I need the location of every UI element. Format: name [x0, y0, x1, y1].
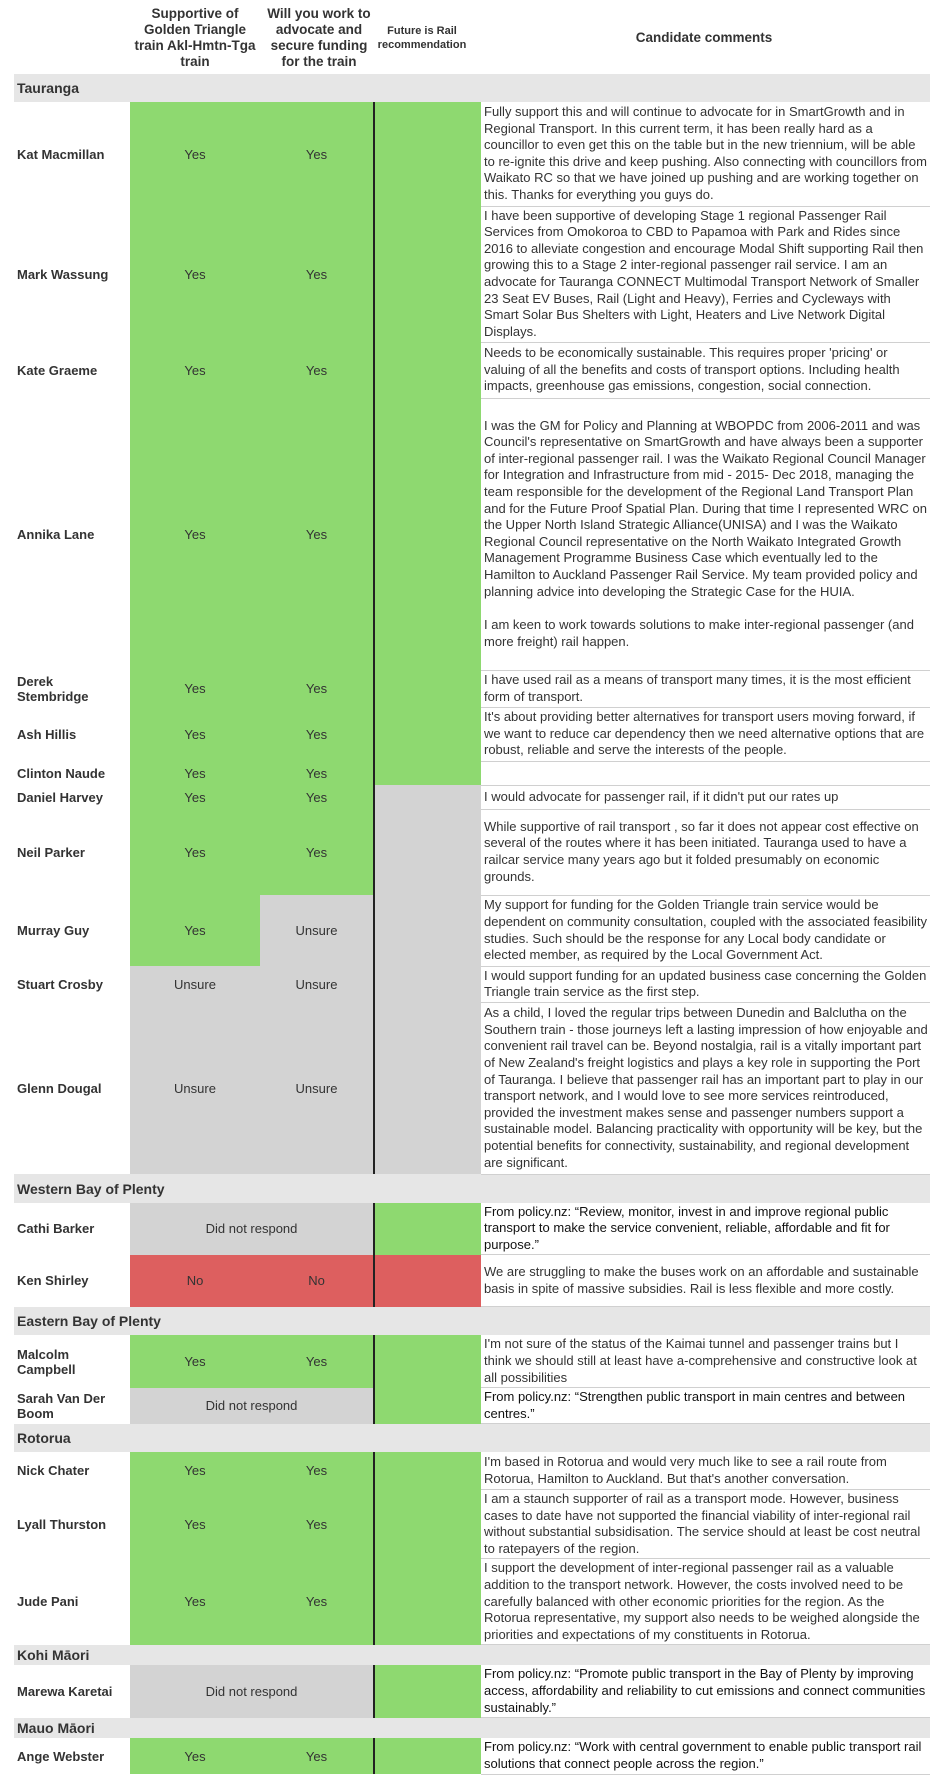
advocate-cell: Yes [260, 398, 374, 670]
header-comments: Candidate comments [635, 30, 773, 45]
future-rail-cell [374, 1489, 481, 1558]
supportive-cell: Yes [130, 398, 260, 670]
no-response-cell: Did not respond [130, 1388, 374, 1424]
section-title: Eastern Bay of Plenty [14, 1307, 930, 1336]
advocate-cell: Yes [260, 761, 374, 785]
section-row [14, 1174, 930, 1203]
candidate-comment: I would advocate for passenger rail, if it didn't put our rates up [481, 785, 930, 809]
table-row [14, 398, 930, 670]
table-row [14, 1335, 930, 1387]
candidate-comment: From policy.nz: “Promote public transport in the Bay of Plenty by improving access, affordability and reliability to cut emissions and connect communities sustainably.” [481, 1665, 930, 1717]
candidate-name: Annika Lane [17, 526, 95, 542]
advocate-cell: Yes [260, 1489, 374, 1558]
supportive-cell: Yes [130, 761, 260, 785]
candidate-name: Malcolm Campbell [17, 1346, 76, 1377]
candidate-comment: I'm based in Rotorua and would very much like to see a rail route from Rotorua, Hamilton to Auckland. But that's another conversation. [481, 1452, 930, 1489]
candidate-comment: I would support funding for an updated business case concerning the Golden Triangle train service as the first step. [481, 966, 930, 1002]
supportive-cell: Yes [130, 785, 260, 809]
candidate-name: Ken Shirley [17, 1273, 89, 1289]
section-title: Rotorua [14, 1424, 930, 1453]
supportive-cell: Yes [130, 342, 260, 398]
supportive-cell: Yes [130, 1738, 260, 1774]
table-row [14, 1665, 930, 1717]
supportive-cell: No [130, 1255, 260, 1307]
advocate-cell: Yes [260, 206, 374, 342]
advocate-cell: Unsure [260, 1002, 374, 1174]
candidate-comment: While supportive of rail transport , so far it does not appear cost effective on several of the routes where it has been initiated. Tauranga used to have a railcar service many years ago but it folded presumably on economic grounds. [481, 809, 930, 895]
advocate-cell: Yes [260, 1452, 374, 1489]
table-row [14, 785, 930, 809]
future-rail-cell [374, 1559, 481, 1645]
section-row [14, 1424, 930, 1453]
table-row [14, 342, 930, 398]
candidate-name: Marewa Karetai [17, 1683, 113, 1699]
supportive-cell: Yes [130, 206, 260, 342]
supportive-cell: Yes [130, 1452, 260, 1489]
supportive-cell: Yes [130, 895, 260, 966]
advocate-cell: Yes [260, 785, 374, 809]
table-row [14, 1255, 930, 1307]
advocate-cell: Unsure [260, 895, 374, 966]
advocate-cell: Yes [260, 809, 374, 895]
future-rail-cell [374, 1452, 481, 1489]
no-response-cell: Did not respond [130, 1665, 374, 1717]
no-response-cell: Did not respond [130, 1203, 374, 1255]
section-row [14, 1645, 930, 1666]
table-row [14, 1002, 930, 1174]
candidate-comment [481, 398, 930, 670]
future-rail-cell [374, 1335, 481, 1387]
future-rail-cell [374, 1255, 481, 1307]
future-rail-cell [374, 670, 481, 707]
candidate-comment: Fully support this and will continue to advocate for in SmartGrowth and in Regional Transport. In this current term, it has been really hard as a councillor to even get this on the table but in the new triennium, will be able to re-ignite this drive and keep pushing. Also connecting with councillors from Waikato RC so that we have joined up pushing and are working together on this. Thanks for everything you guys do. [481, 102, 930, 206]
candidate-comment: I am a staunch supporter of rail as a transport mode. However, business cases to date have not supported the financial viability of inter-regional rail without substantial subsidisation. The service should at least be cost neutral to ratepayers of the region. [481, 1489, 930, 1558]
candidate-comment: I'm not sure of the status of the Kaimai tunnel and passenger trains but I think we should still at least have a-comprehensive and constructive look at all possibilities [481, 1335, 930, 1387]
candidate-comment: From policy.nz: “Work with central government to enable public transport rail solutions that connect people across the region.” [481, 1738, 930, 1774]
candidate-name: Stuart Crosby [17, 976, 103, 992]
candidate-name: Kat Macmillan [17, 146, 105, 162]
comment-paragraph: I was the GM for Policy and Planning at WBOPDC from 2006-2011 and was Council's representative on SmartGrowth and have always been a supporter of inter-regional passenger rail. I was the Waikato Regional Council Manager for Integration and Infrastructure from mid - 2015- Dec 2018, managing the team responsible for the development of the Regional Land Transport Plan and for the Future Proof Spatial Plan. During that time I represented WRC on the Upper North Island Strategic Alliance(UNISA) and I was the Waikato Regional Council representative on the North Waikato Integrated Growth Management Programme Business Case which eventually led to the Hamilton to Auckland Passenger Rail Service. My team provided policy and planning advice into developing the Strategic Case for the HUIA. [484, 417, 927, 599]
table-row [14, 707, 930, 761]
table-row [14, 206, 930, 342]
table-row [14, 895, 930, 966]
future-rail-cell [374, 102, 481, 206]
supportive-cell: Yes [130, 809, 260, 895]
candidate-name: Mark Wassung [17, 266, 109, 282]
section-row [14, 74, 930, 102]
section-title: Tauranga [14, 74, 930, 102]
future-rail-cell [374, 1002, 481, 1174]
section-title: Western Bay of Plenty [14, 1174, 930, 1203]
candidate-name: Clinton Naude [17, 765, 106, 781]
section-title: Mauo Māori [14, 1718, 930, 1739]
section-title: Kohi Māori [14, 1645, 930, 1666]
candidate-name: Neil Parker [17, 844, 85, 860]
table-row [14, 1452, 930, 1489]
future-rail-cell [374, 707, 481, 761]
candidate-name: Jude Pani [17, 1594, 79, 1610]
table-row [14, 1489, 930, 1558]
supportive-cell: Yes [130, 707, 260, 761]
table-row [14, 1203, 930, 1255]
candidate-comment: My support for funding for the Golden Triangle train service would be dependent on community consultation, coupled with the associated feasibility studies. Such should be the response for any Local body candidate or elected member, as required by the Local Government Act. [481, 895, 930, 966]
table-row [14, 1388, 930, 1424]
header-future: Future is Rail recommendation [377, 25, 467, 51]
advocate-cell: No [260, 1255, 374, 1307]
table-row [14, 670, 930, 707]
advocate-cell: Yes [260, 102, 374, 206]
table-row [14, 761, 930, 785]
candidate-comment [481, 761, 930, 785]
candidate-comment: From policy.nz: “Strengthen public transport in main centres and between centres.” [481, 1388, 930, 1424]
header-advocate: Will you work to advocate and secure funding for the train [267, 6, 371, 69]
supportive-cell: Yes [130, 670, 260, 707]
advocate-cell: Yes [260, 707, 374, 761]
future-rail-cell [374, 1388, 481, 1424]
candidate-name: Kate Graeme [17, 362, 98, 378]
candidate-comment: From policy.nz: “Review, monitor, invest in and improve regional public transport to make the service convenient, reliable, affordable and fit for purpose.” [481, 1203, 930, 1255]
supportive-cell: Yes [130, 1489, 260, 1558]
candidate-comment: I support the development of inter-regional passenger rail as a valuable addition to the transport network. However, the costs involved need to be carefully balanced with other economic priorities for the region. As the Rotorua representative, my support also needs to be weighed alongside the priorities and expectations of my constituents in Rotorua. [481, 1559, 930, 1645]
future-rail-cell [374, 1738, 481, 1774]
candidate-comment: Needs to be economically sustainable. This requires proper 'pricing' or valuing of all the benefits and costs of transport options. Including health impacts, greenhouse gas emissions, congestion, social connection. [481, 342, 930, 398]
candidate-comment: I have used rail as a means of transport many times, it is the most efficient form of transport. [481, 670, 930, 707]
future-rail-cell [374, 1665, 481, 1717]
table-row [14, 1738, 930, 1774]
advocate-cell: Yes [260, 342, 374, 398]
table-row [14, 809, 930, 895]
future-rail-cell [374, 785, 481, 809]
comment-paragraph: I am keen to work towards solutions to make inter-regional passenger (and more freight) rail happen. [484, 617, 914, 649]
future-rail-cell [374, 398, 481, 670]
candidate-comment: As a child, I loved the regular trips between Dunedin and Balclutha on the Southern train - those journeys left a lasting impression of how enjoyable and convenient rail travel can be. Beyond nostalgia, rail is a vitally important part of New Zealand's freight logistics and plays a key role in supporting the Port of Tauranga. I believe that passenger rail has an important part to play in our transport network, and I would love to see more services reintroduced, provided the investment makes sense and passenger numbers support a sustainable model. Balancing practicality with opportunity will be key, but the potential benefits for connectivity, sustainability, and regional development are significant. [481, 1002, 930, 1174]
advocate-cell: Yes [260, 1738, 374, 1774]
section-row [14, 1307, 930, 1336]
supportive-cell: Yes [130, 102, 260, 206]
future-rail-cell [374, 342, 481, 398]
candidate-name: Glenn Dougal [17, 1080, 102, 1096]
candidate-name: Nick Chater [17, 1463, 90, 1479]
candidate-name: Cathi Barker [17, 1221, 95, 1237]
advocate-cell: Yes [260, 670, 374, 707]
future-rail-cell [374, 206, 481, 342]
candidate-comment: We are struggling to make the buses work on an affordable and sustainable basis in spite of massive subsidies. Rail is less flexible and more costly. [481, 1255, 930, 1307]
advocate-cell: Yes [260, 1335, 374, 1387]
candidate-name: Sarah Van Der Boom [17, 1390, 106, 1421]
supportive-cell: Yes [130, 1335, 260, 1387]
candidate-name: Ange Webster [17, 1748, 105, 1764]
table-row [14, 966, 930, 1002]
candidate-name: Ash Hillis [17, 726, 77, 742]
candidate-name: Lyall Thurston [17, 1516, 107, 1532]
candidate-comment: I have been supportive of developing Stage 1 regional Passenger Rail Services from Omokoroa to CBD to Papamoa with Park and Rides since 2016 to alleviate congestion and encourage Modal Shift supporting Rail then growing this to a Stage 2 inter-regional passenger rail service. I am an advocate for Tauranga CONNECT Multimodal Transport Network of Smaller 23 Seat EV Buses, Rail (Light and Heavy), Ferries and Cycleways with Smart Solar Bus Shelters with Light, Heaters and Live Network Digital Displays. [481, 206, 930, 342]
future-rail-cell [374, 895, 481, 966]
supportive-cell: Yes [130, 1559, 260, 1645]
candidate-name: Daniel Harvey [17, 789, 103, 805]
candidate-name: Murray Guy [17, 923, 90, 938]
header-supportive: Supportive of Golden Triangle train Akl-Hmtn-Tga train [134, 6, 256, 69]
candidate-comment: It's about providing better alternatives for transport users moving forward, if we want to reduce car dependency then we need alternative options that are robust, reliable and serve the interests of the people. [481, 707, 930, 761]
candidate-table [14, 74, 930, 1775]
table-row [14, 102, 930, 206]
future-rail-cell [374, 1203, 481, 1255]
supportive-cell: Unsure [130, 966, 260, 1002]
supportive-cell: Unsure [130, 1002, 260, 1174]
future-rail-cell [374, 761, 481, 785]
section-row [14, 1718, 930, 1739]
column-headers [0, 0, 944, 74]
table-row [14, 1559, 930, 1645]
future-rail-cell [374, 966, 481, 1002]
advocate-cell: Yes [260, 1559, 374, 1645]
advocate-cell: Unsure [260, 966, 374, 1002]
future-rail-cell [374, 809, 481, 895]
candidate-name: Derek Stembridge [17, 673, 89, 704]
